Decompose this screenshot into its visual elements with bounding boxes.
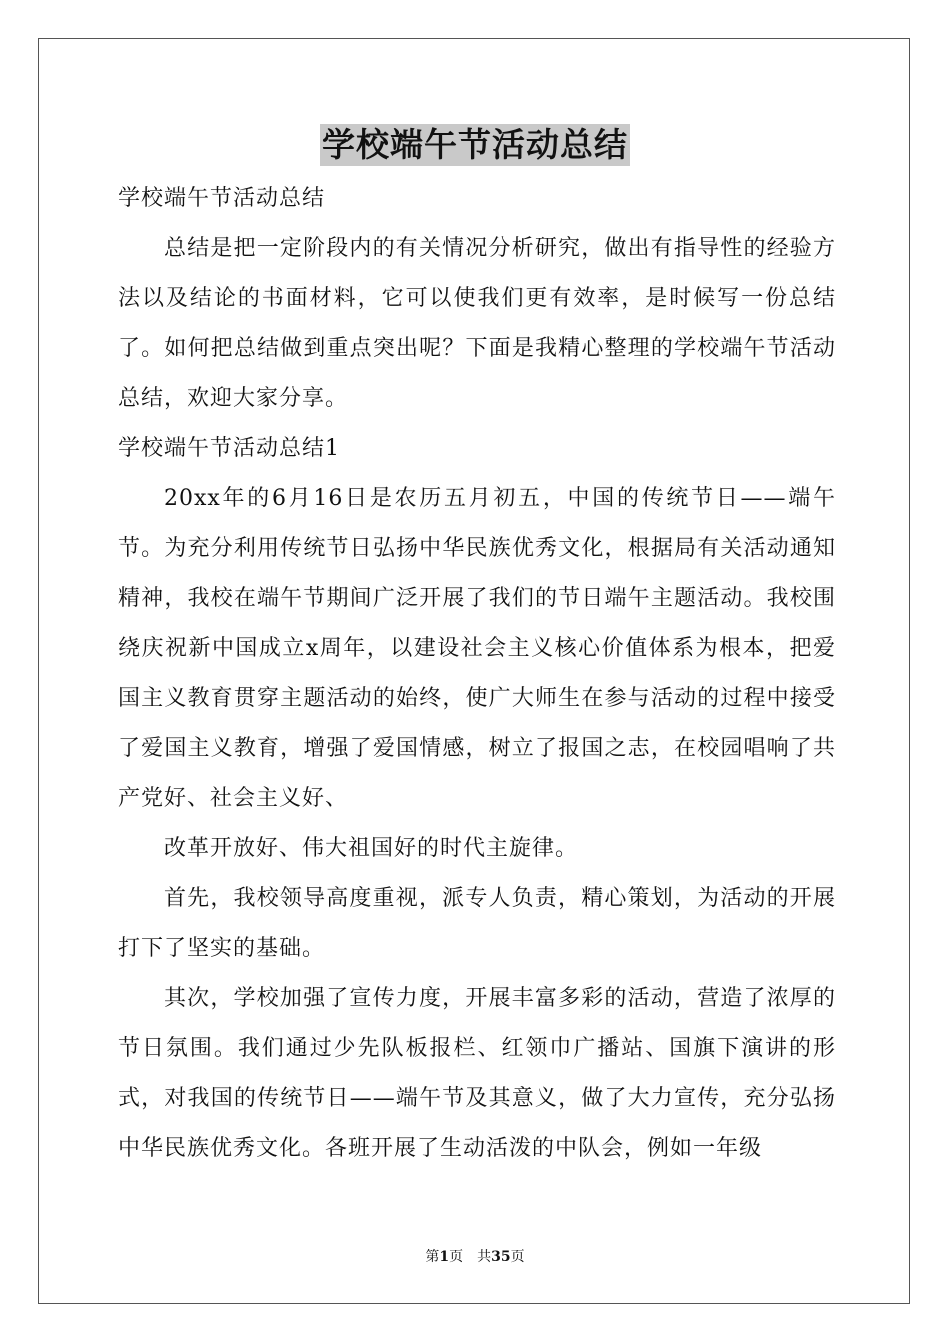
footer-page-total: 35 <box>491 1249 511 1265</box>
paragraph-section-heading: 学校端午节活动总结1 <box>118 436 340 461</box>
footer-page-current: 1 <box>439 1249 450 1265</box>
paragraph-heading: 学校端午节活动总结 <box>118 186 326 211</box>
title-container <box>0 124 950 166</box>
footer-page-mid: 页 共 <box>449 1249 492 1265</box>
footer-page-prefix: 第 <box>425 1249 440 1265</box>
footer-page-suffix: 页 <box>510 1249 525 1265</box>
paragraph-intro: 总结是把一定阶段内的有关情况分析研究，做出有指导性的经验方法以及结论的书面材料，它可以使我们更有效率，是时候写一份总结了。如何把总结做到重点突出呢？下面是我精心整理的学校端午节活动总结，欢迎大家分享。 <box>118 236 836 411</box>
document-title: 学校端午节活动总结 <box>322 125 628 164</box>
paragraph-body: 其次，学校加强了宣传力度，开展丰富多彩的活动，营造了浓厚的节日氛围。我们通过少先队板报栏、红领巾广播站、国旗下演讲的形式，对我国的传统节日——端午节及其意义，做了大力宣传，充分弘扬中华民族优秀文化。各班开展了生动活泼的中队会，例如一年级 <box>118 986 836 1161</box>
paragraph-body: 20xx年的6月16日是农历五月初五，中国的传统节日——端午节。为充分利用传统节日弘扬中华民族优秀文化，根据局有关活动通知精神，我校在端午节期间广泛开展了我们的节日端午主题活动。我校围绕庆祝新中国成立x周年，以建设社会主义核心价值体系为根本，把爱国主义教育贯穿主题活动的始终，使广大师生在参与活动的过程中接受了爱国主义教育，增强了爱国情感，树立了报国之志，在校园唱响了共产党好、社会主义好、 <box>118 486 836 811</box>
paragraph-body: 改革开放好、伟大祖国好的时代主旋律。 <box>164 836 579 861</box>
document-body <box>118 174 836 1174</box>
paragraph-body: 首先，我校领导高度重视，派专人负责，精心策划，为活动的开展打下了坚实的基础。 <box>118 886 836 961</box>
page-footer <box>0 1246 950 1266</box>
